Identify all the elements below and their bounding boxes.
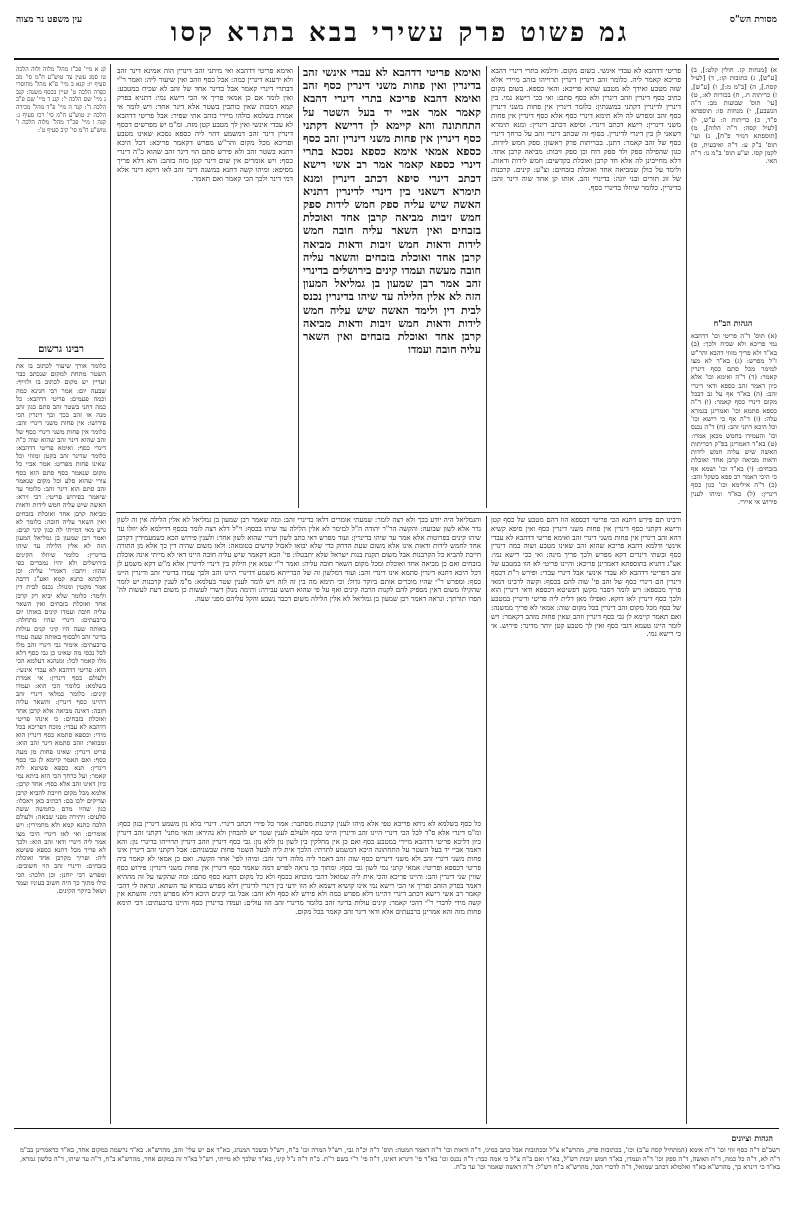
page-title: גמ פשוט פרק עשירי בבא בתרא קסו — [170, 18, 630, 48]
tosafot-lower2-column — [117, 820, 481, 1124]
ein-mishpat-column — [16, 66, 106, 166]
rabbeinu-gershom-rule — [18, 358, 104, 359]
ein-mishpat-text: קנ א מיי' פכ"ז מהל' מלוה ולוה הלכה טו סמג עשין צד טוש"ע ח"מ סי' מב סעיף יז: קנא ב מיי' פ"א מהל' מחוסרי כפרה הלכה ט' ועיין בכסף משנה: קנב ג מיי' שם הלכה י': קנג ד מיי' שם פ"ב הלכה ד': קנד ה מיי' פ"ד מהל' מכירה הלכה יג טוש"ע ח"מ סי' רכז סעיף ג: קנה ו מיי' פכ"ד מהל' מלוה הלכה ו' טוש"ע ח"מ סי' קיב סעיף ט': — [16, 66, 106, 134]
rabbeinu-gershom-text: כלומר אורך שיעור לכתוב בו את השטר מתחת למקום שנכתב כבר ועדיין יש מקום לכתוב בו ולזייף: שבעה יום: אמר רבי חנינא כמה וכמה פעמים: פריטי דדהבא: כל כמה דתני בשטר זהב סתם כגון זהב מנה או זהב בכך וכך דינרין הכי פירושו: אין פחות משני דינרי זהב: כלומר אין פחות משני דינרי כסף של זהב שהוא דינר זהב שהוא שוה כ"ה דינרי כסף: ואימא פריטי דדהבא: כלומר שדינר זהב בקטן ומזוזי וכל שאינו פחות מפריט: אמר אביי כל מקום שנאמר כסף סתם הוא כסף צורי שהוא סלע וכל מקום שנאמר זהב סתם הוא דינר זהב: כלומר עד שיאמר בפירוש פריטי: רבי זירא: האשה שיש עליה חמש לידות ודאות מביאה קרבן אחד ואוכלת בזבחים ואין השאר עליה חובה: כלומר לא גרע מאי דמייתי לה כגון קיני קנים: ואמר רבן שמעון בן גמליאל המעון הזה לא אלין הלילה עד שיהו בדינרין: כלומר שיוזלו הקינים בירושלים ולא יהיו נמכרים כפי שהוו: ויתבו: דאמרי' עליה: וכן הלכתא כתנא קמא ואע"ג דרבה אמר מקטין ומנוול: נכנס לבית דין ולימד: כלומר שלא יביא רק קרבן אחד ואוכלת בזבחים ואין השאר עליה חובה ועמדו קינים באותו יום ברבעתים: דינרי שהיו מתחלה: באותה שעה היו קיני קנים עולות בדינר זהב ולבסוף באותה שעה עמדו ברבעתים: אימור גבי דינרי זהב מלו לכל נכסי מה שאינו כן גבי כסף דלא מלו קאמר לכל: ומנהגא דעלמא הכי הוא: פריטי דדהבא לא עבדי אינשי: ולעולם כסף דינרין: אי אמרת בשלמא: כלומר הכי הוא: ועמדו קינים: כלומר כמלאי דינרי זהב דהיינו כסף דינרין: והשאר עליה חובה: דאינה מביאה אלא קרבן אחד ואוכלת בזבחים: כי אינהו פריטי דדהבא לא עבדי: מוכח דפריכא בכל מידי: וכספא סתמא כסף דינרין הוא ומבואר: וזהב סתמא דינר זהב הוא: פריט דינרין: שאינו פחות מן מעה כסף: ואם תאמר קיימא לן גבי כסף דינרין: תנא כספא פשיטא ליה קאמר: ועל כרחך הכי הוא ביתא נמי כיון דאינו זהב אלא כסף: אחד קרבן: אלמא מכל מקום חייבת להביא קרבן וצדיקים ילכו בם: דכתיב כאן ויאכלו: כגון שהיו מדם כחמשה ששה סלעים: ויתירה מפני שבאה: ולעולם הלכה כתנא קמא ולא מחמירין: ויש אומרים: ואי לאו דינרי היכי מצי אמר ליה דינרי ודאי זהב הוא: ולכך לא פריך מכל דתנא כספא פשיטא ליה: ופריך מקרבן אחד ואוכלת בזבחים: ודינרי זהב הוי חשובים: ומפרש רבי יוחנן: וכן הלכה: הכי כולו מתוך כך היה חשוב בעיניו ועמד ושאל ביוקר הקינים. — [16, 362, 106, 895]
rabbeinu-gershom-column — [16, 362, 106, 1122]
hagahot-bach-column — [691, 332, 777, 1122]
masoret-label: מסורת הש"ס — [729, 15, 777, 25]
masoret-hashas-text: א) [מנחות קז. חולין קלט:], ב) [ע"ש], ג) כתובות קז:, ד) [לעיל קסה.], ה) [ב"מ מ:], ו) [ע"ש], ז) כריתות ח., ח) בכורות לא:, ט) [עי' תוס' שבועות מב: ד"ה הנשבע], י) מנחות סו: תוספתא פ"ד, כ) כריתות ה: ע"ש, ל) [לעיל קסה: ד"ה הלוה], מ) [תוספתא דנזיר פ"ח], נ) ועי' תוס' ב"ק ע: ד"ה ואיבעית, ס) לקמן קסו. וע"ע תוס' ב"מ נו: ד"ה האי. — [691, 66, 777, 166]
right-mid-commentary-text: ורבינו תם פירש דתנא הכי פריטי דכספא הוו דהם מטבע של כסף קטן ורישא דקתני כסף דינרין אין פחות משני דינרין כסף ואין סיפא קשיא דהא זהב דינרין אין פחות משני דינרי זהב ואימא פריטי דדהבא לא עבדי אינשי ודלמא דהבא פריכא שהוא זהב שאינו מטבע ושוה כמה דינרין כסף ובשתי דינרים דקא מפרש ולכך פריך מינה: ואי ככי רישא נמי: אע"ג דתניא בתוספתא דאמרינן פריכא: והיינו פריטי לא הוו במטבע של זהב דפריטי דדהבא לא עבדי אינשי אבל דינרי עבדי: ופירש ר"ת דכסף דינרין הם דינרי כסף של זהב פי' שוה להם בכסף: וקשה לרבינו דמאי פריך מכספא: ויש לומר דסבר מקשן דפשיטא דכספא ודאי דינרין הוא ולכך כסף דינרין לאו דוקא. ואפילו מאן דלית ליה פריטי ודינרין במטבע של כסף מכל מקום זהב דינרין בכל מקום שוה: אמאי לא פריך ממשנה: ואם תאמר קיימא לן גבי כסף דינרין וזהב שאין פחות מזהב דקאמר: ויש לומר היינו טעמא דגבי כסף ואין לך מטבע קטן יותר מדינר: פירוש. אי כי רישא נמי. — [491, 516, 681, 639]
gemara-divider-right — [486, 66, 487, 508]
lower-divider — [486, 516, 487, 1124]
hagahot-bach-title: הגהות הב"ח — [713, 318, 753, 328]
left-margin-divider — [110, 64, 111, 1124]
bottom-rule — [14, 1128, 779, 1129]
header-rule — [14, 58, 779, 60]
rashi-top-text: פריטי דדהבא לא עבדי אינשי. בשום מקום. ודלמא בתרי דינרי דהבא פריכא קאמר ליה. כלומר זהב דינרין דינרין תרוייהו בזהב מיירי אלא שזה מטבע ואידך לא מטבע שהוא פריכא: והאי כספא. בשום מקום כתיב כסף דינרין וזהב דינרין ולא כסף סתם: ואי ככי רישא נמי. בין דינרין לדינרין דקתני במשנתין: כלומר דינרין אין פחות משני דינרין כסף זהב ומפרש לה ולא תימא דינרי כסף אלא כסף דינרין אין פחות משני דינרין: רישא דכתב דינרי. וסיפא דכתב דינרין: ומנא תימרא דשאני לן בין דינרי לדינרין. בסוף זה שכתב דינרי זהב על כרחך דינרי כסף של זהב קאמר: דתנן. בכריתות פרק ראשון: ספק חמש לידות. כגון שהפילה ספק ולד ספק רוח וכן ספק זיבות: מביאה קרבן אחד. דלא מחייבינן לה אלא חד קרבן ואוכלת בקדשים: חמש לידות ודאות. ולימד על כולן שמביאה אחד ואוכלת בזבחים: וצ"ע: קינים. קרבנות של זוג תורים ובני יונה: בדינרי זהב. אותו קן אחד שוה דינר זהב: בדינרין. כלומר שיוזלו בדינרי כסף. — [491, 66, 681, 192]
bottom-notes-title: הגהות וציונים — [731, 1133, 773, 1143]
ein-mishpat-label: עין משפט נר מצוה — [16, 15, 83, 25]
rashi-top-column — [491, 66, 681, 506]
bottom-notes-text: רשב"ם ד"ה כסף זוזי וכו' ד"ה אימא (המתחיל קסה ע"ב) וכו', בכתובות פרק, מהרש"א צ"ל ובכתובות אבל כתב במיגו, ד"ה ודאות וכו' ד"ה דאמר המטה: תוס' ד"ה וכ"ה גבי, רש"ל המרה וכו' ב"ח, רש"ל ובשכר המנהג, בא"ד אם יש עלי' זהב, מהרש"א. בא"ד נרשמה במקום אחד, בא"ד כדאמרינן בב"מ ד"ה לא, ד"ה כל כמה, ד"ה האשה, ד"ה ספק וכו' ד"ה ועמדו, בא"ד חמש זיבות רש"ל, בא"ד ואם ב"ה צ"ל כי אמה כבר: ד"ה נכנס וכו' בא"ד פי' דינרא דאינו, ד"ה פי' ר"י בשם ר"ת. ב"ח ד"ה נ"ל קיני, בא"ד שלכך לא מייתי, רש"ל בא"ד זה במקום אחר, מהרש"א ב"ח, ד"ה עד שיהו, ד"ה בלשון גמרא, בא"ד כי דינרא כך, מהרש"א בא"ד ואלמלא דכתב שמואל, ד"ה לדברי הכל, מהרש"א ב"ח רש"ל: ד"ה ראשה שאמר וכו' עד ב"ח. — [20, 1146, 780, 1171]
main-gemara-column — [303, 66, 481, 506]
tosafot-lower2-text: כל כסף בשלמא לא ניחא פריכא טפי אלא מיהו לענין קרבנות מסתבר: אמר כל פירי דכתב דינרי. דינרי בלא נון משמע דינרין בנון כסף: ומ"מ דינרי אלא ס"ד לכל הכי דינרי היינו זהב ודינרין היינו כסף ולעולם לענין שטר יש להבחין ולא נהירא: והאי מתני' דקתני זהב דינרין כיון דליכא פריטי דדהבא מיירי במטבע כסף ואם כן אין מחלקין בין לשון נון ללא נון: גבי כסף דינרין וזהב דינרין תרוייהו בדינרי נון: והא דאמר אביי יד בעל השטר על התחתונה היכא דמשמע לתרתי: הלכך אית ליה לבעל השטר פחות שבשניהם: אבל דקתני זהב דינרין אינו פחות משני דינרי זהב ולא משני דינרים כסף שוה זהב דאמר ליה מלוה דינר זהב: ומיהו לפי' אחר הקשה. ואם כן אמאי לא קאמר ביה פריטי דכספא ופריטי: אמאי קתני נמי לשון גבי כסף: ומתוך כך נראה לפרש דמה שאמר כסף דינרין אין פחות משני דינרין: פירוש כסף שווין שני דינרין זהב: והיינו פריכא והכי אית ליה שמואל דהכי מוכחא בכסף ולא כל מקום דתנא כסף סתם: ומה שהקשו על זה מההיא דאמר בפרק הזהב ופריך אי הכי רישא נמי אינו קושיא דשמא לא הוו ידעי בין דינרי לדינרין דלא מפרש בגמרא עד השתא. ונראה לי דהכי קאמר רב אשי רישא דכתב דינרי דהיינו דלא מפרש כמה ולא פירש לא כסף ולא זהב: אבל גבי קינים היכא דלא מפרש דמי: והשתא אין קשה מידי לדברי ר"י דהכי קאמר: קינים עולות בדינר זהב כלומר מדינרי זהב הוו עולים: ועמדו בדינרין כסף והיינו ברבעתים: דכי תימא פחות מזה והא אמרינן ברבעתים אלא ודאי דינר זהב קאמר בכל מקום. — [117, 820, 481, 916]
hagahot-bach-text: (א) תוס' ד"ה פריטי וכו' דדהבא נמי פריכא ולא שכיח ולכך: (ב) בא"ד ולא פריך מזוזי דהבא והר"ש ז"ל מפרש: (ג) בא"ד לא מצו למימר מכל סתם כסף דינרין קאמר: (ד) ד"ה ואימא וכו' אלא כיון דאמר זהב כספא ודאי דינרי זהב: (ה) בא"ד אף על גב דבכל מקום דינרי כסף קאמר: (ו) ד"ה כספא סתמא וכו' ואמרינן בגמרא עלה: (ז) ד"ה אף כי רישא וכו' וכל היכא דתני זהב: (ח) ד"ה נכנס וכו' והעמידו בחמש מכאן אמרו: (ט) בא"ד דאמרינן בפ"ק דכריתות האשה שיש עליה חמש לידות ודאות מביאה קרבן אחד ואוכלת בזבחים: (י) בא"ד וכו' ושמא אף כי היכי דאמר רב פפא בשקל זהב: (כ) ד"ה אילימא וכו' כגון כסף דינרין: (ל) בא"ד ומיהו לענין פירוש אי איירי. — [691, 332, 777, 506]
tosafot-lower-column — [117, 516, 481, 816]
masoret-hashas-column — [691, 66, 777, 306]
gemara-divider-left — [298, 66, 299, 508]
lower-commentary-rule — [116, 512, 681, 513]
rabbeinu-gershom-title: רבינו גרשום — [38, 344, 84, 355]
main-gemara-text: ואימא פריטי דדהבא לא עבדי אינשי זהב בדינרין ואין פחות משני דינרין כסף זהב ואימא דהבא פריכא בתרי דינרי דהבא קאמר אמר אביי יד בעל השטר על התחתונה והא קיימא לן דרישא דקתני כסף דינרין אין פחות משני דינרין זהב כסף כספא אמאי אימא כספא נסכא בתרי דינרי כספא קאמר אמר רב אשי רישא דכתב דינרי סיפא דכתב דינרין ומנא תימרא דשאני בין דינרי לדינרין דתניא האשה שיש עליה ספק חמש לידות ספק חמש זיבות מביאה קרבן אחד ואוכלת בזבחים ואין השאר עליה חובה חמש לידות ודאות חמש זיבות ודאות מביאה קרבן אחד ואוכלת בזבחים והשאר עליה חובה מעשה ועמדו קינים בירושלים בדינרי זהב אמר רבן שמעון בן גמליאל המעון הזה לא אלין הלילה עד שיהו בדינרין נכנס לבית דין ולימד האשה שיש עליה חמש לידות ודאות חמש זיבות ודאות מביאה קרבן אחד ואוכלת בזבחים ואין השאר עליה חובה ועמדו — [303, 66, 481, 357]
bottom-notes — [20, 1146, 780, 1226]
tosafot-top-column — [117, 66, 293, 506]
right-margin-divider — [686, 64, 687, 1124]
tosafot-lower-text: והגמליאל היה יודע בכך ולא רצה לומר: שמעתי אומרים דלאו כדינרי זהב: ומה שאמר רבן שמעון בן גמליאל לא אלין הלילה אין זה לשון נדר אלא לשון שבועה: והקשה הר"ר יהודה ה"ל למימר לא אלין הלילה עד שיהו בכסף: וי"ל דלא רצה לומר בכסף דדילמא לא יוזלו עד שיהו קינים בפרוטות אלא אמר עד שיהו בדינרין: ועוד מפרש דאי כתב לשון דינרי שהוא לשון אחר: ולענין פירוש הכא כשמעמידין דקרבן אחד לחמש לידות ודאות אינו אלא משום שעת הדחק כדי שלא יבואו לאכול קדשים בטומאה: ולאו משום שהיה דין כך אלא מן התורה חייבת להביא כל הקרבנות אבל משום תקנת בנות ישראל שלא יתבטלו: פי' הכא דקאמר שיש עליה חובה היינו דאי לא מייתי אינה אוכלת בזבחים ואם כן מביאה אחד ואוכלת ומכל מקום השאר חובה עליה: ואמר ר"י שמא אין חילוק בין דינרי לדינרין אלא מ"ש דקא משמע לן דכל היכא דתנא דינרין סתמא אינו דינרי זהב: ועוד דמלשון זה של הברייתא משמע דדינרי היינו זהב ולכך עמדו בדינרי זהב ודינרין היינו כסף: ומפרש ר"י שהיו מוכרים אותם ביוקר גדול: וכי תימא מה בין זה לזה ויש לומר לענין שטר בעלמא: מ"מ לענין קרבנות יש לומר שהקילו משום דאין מספיק להם לקנות הרבה קינים ואף על פי שהוא חשש עבירה: ותימה מנלן דשרי לעשות כן משום דעת לעשות לה' הפרו תורתך: ונראה דאמר רבן שמעון בן גמליאל לא אלין הלילה משום דכבר נשבע והקל עליהם מפני שעה. — [117, 516, 481, 604]
tosafot-top-text: ואימא פריטי דדהבא ואי מיתני זהב דינרין הוה אמינא דינר זהב ולא ידענא דינרין כמה: אבל כסף וזהב ואין שיעור ליה: ואמר ר"י דבתרי דינרי קאמר אבל בדינר אחד של זהב לא שכיח במטבע: ואין לומר אם כן אמאי פריך אי הכי רישא נמי: דתניא בפרק קמא דמכות שאין כותבין בשטר אלא דינר אחד: ויש לומר אי אמרת בשלמא כולהו מיירי בזהב אתי שפיר: אבל פריטי דדהבא לא עבדי אינשי ואין לך מטבע קטן מזה. ומ"מ יש מפרשים דכסף דינרין דינר זהב דמשמע דהוי ליה כספא נסכא שאינו מטבע ופריכא מכל מקום והר"ש מפרש דקאמר פריכא: דכל היכא דתנא בשטר זהב ולא פירש סתם הוי דינר זהב שהוא כ"ה דינרי כסף: ויש אומרים אין שום דינר קטן מזה בזהב: והא דלא פריך מסיפא: ומיהו קשה דתנא במשנה דינר זהב לאו דוקא דינר אלא דמי דינר ולכך הכי קאמר ואם תאמר. — [117, 66, 293, 183]
right-mid-commentary — [491, 516, 681, 1124]
